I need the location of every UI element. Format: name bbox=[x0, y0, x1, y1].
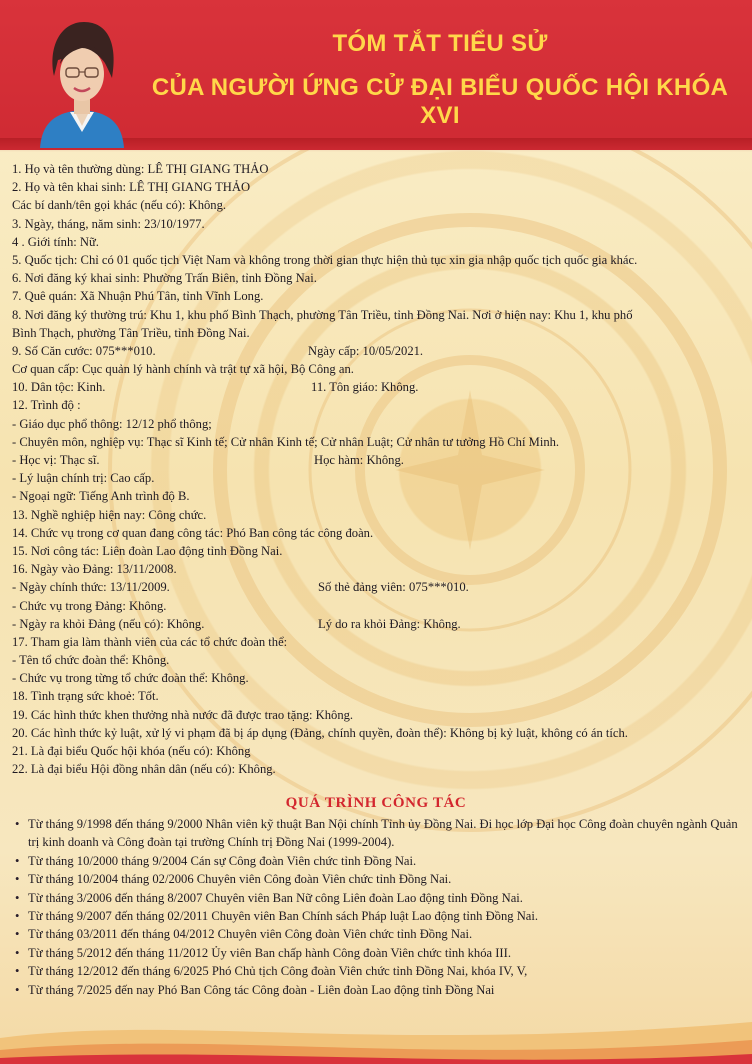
bio-line: - Chức vụ trong Đảng: Không. bbox=[12, 598, 167, 613]
bio-line: 8. Nơi đăng ký thường trú: Khu 1, khu phố Bình Thạch, phường Tân Triều, tỉnh Đồng Nai. Nơi ở hiện nay: Khu 1, khu phố bbox=[12, 307, 633, 322]
ethnicity: 10. Dân tộc: Kinh. bbox=[12, 380, 106, 395]
bio-line: 7. Quê quán: Xã Nhuận Phú Tân, tỉnh Vĩnh Long. bbox=[12, 289, 264, 304]
id-number: 9. Số Căn cước: 075***010. bbox=[12, 343, 156, 358]
candidate-portrait bbox=[34, 14, 130, 148]
degree: - Học vị: Thạc sĩ. bbox=[12, 453, 100, 467]
bio-line: 18. Tình trạng sức khoẻ: Tốt. bbox=[12, 689, 159, 704]
party-leave-date: - Ngày ra khỏi Đảng (nếu có): Không. bbox=[12, 616, 205, 631]
list-item: • Từ tháng 10/2004 tháng 02/2006 Chuyên viên Công đoàn Viên chức tỉnh Đồng Nai. bbox=[14, 870, 744, 888]
religion: 11. Tôn giáo: Không. bbox=[311, 380, 419, 395]
bio-line: - Chuyên môn, nghiệp vụ: Thạc sĩ Kinh tế; Cử nhân Kinh tế; Cử nhân Luật; Cử nhân tư tưởng Hồ Chí Minh. bbox=[12, 434, 560, 449]
bio-line: 2. Họ và tên khai sinh: LÊ THỊ GIANG THẢO bbox=[12, 180, 251, 195]
page-subtitle: CỦA NGƯỜI ỨNG CỬ ĐẠI BIỂU QUỐC HỘI KHÓA XVI bbox=[151, 74, 729, 129]
bio-line bbox=[12, 578, 744, 596]
bio-line: 13. Nghề nghiệp hiện nay: Công chức. bbox=[12, 507, 207, 522]
bio-line: 3. Ngày, tháng, năm sinh: 23/10/1977. bbox=[12, 216, 205, 231]
bio-line: 15. Nơi công tác: Liên đoàn Lao động tỉnh Đồng Nai. bbox=[12, 543, 283, 558]
bio-line: Cơ quan cấp: Cục quản lý hành chính và trật tự xã hội, Bộ Công an. bbox=[12, 362, 354, 377]
bio-line bbox=[12, 615, 744, 633]
bio-line bbox=[12, 342, 744, 360]
bio-line: Các bí danh/tên gọi khác (nếu có): Không. bbox=[12, 198, 227, 213]
list-item: • Từ tháng 7/2025 đến nay Phó Ban Công tác Công đoàn - Liên đoàn Lao động tỉnh Đồng Nai bbox=[14, 981, 744, 999]
bio-line: 19. Các hình thức khen thưởng nhà nước đã được trao tặng: Không. bbox=[12, 707, 354, 722]
bio-line: - Ngoại ngữ: Tiếng Anh trình độ B. bbox=[12, 489, 190, 504]
bio-line: 12. Trình độ : bbox=[12, 398, 81, 413]
bio-line: 4 . Giới tính: Nữ. bbox=[12, 234, 99, 249]
bio-line: 6. Nơi đăng ký khai sinh: Phường Trấn Biên, tỉnh Đồng Nai. bbox=[12, 271, 317, 286]
bio-line: - Lý luận chính trị: Cao cấp. bbox=[12, 471, 155, 486]
list-item: • Từ tháng 9/2007 đến tháng 02/2011 Chuyên viên Ban Chính sách Pháp luật Lao động tỉnh Đồng Nai. bbox=[14, 907, 744, 925]
list-item: • Từ tháng 9/1998 đến tháng 9/2000 Nhân viên kỹ thuật Ban Nội chính Tỉnh ủy Đồng Nai. Đi học lớp Đại học Công đoàn chuyên ngành Quản trị kinh doanh và Công đoàn tại trường Chính trị Đồng Nai (1999-2004). bbox=[14, 815, 744, 852]
biography-details bbox=[12, 160, 744, 778]
bio-line: 14. Chức vụ trong cơ quan đang công tác: Phó Ban công tác công đoàn. bbox=[12, 525, 374, 540]
bio-line: 17. Tham gia làm thành viên của các tổ chức đoàn thể: bbox=[12, 634, 288, 649]
list-item: • Từ tháng 3/2006 đến tháng 8/2007 Chuyên viên Ban Nữ công Liên đoàn Lao động tỉnh Đồng Nai. bbox=[14, 889, 744, 907]
list-item: • Từ tháng 12/2012 đến tháng 6/2025 Phó Chủ tịch Công đoàn Viên chức tỉnh Đồng Nai, khóa IV, V, bbox=[14, 962, 744, 980]
party-card-number: Số thẻ đảng viên: 075***010. bbox=[318, 580, 469, 595]
bio-line: 1. Họ và tên thường dùng: LÊ THỊ GIANG THẢO bbox=[12, 162, 269, 176]
list-item: • Từ tháng 10/2000 tháng 9/2004 Cán sự Công đoàn Viên chức tỉnh Đồng Nai. bbox=[14, 852, 744, 870]
bio-line: - Giáo dục phổ thông: 12/12 phổ thông; bbox=[12, 416, 212, 431]
page-title: TÓM TẮT TIỂU SỬ bbox=[332, 30, 548, 57]
academic-title: Học hàm: Không. bbox=[314, 453, 404, 467]
list-item: • Từ tháng 5/2012 đến tháng 11/2012 Ủy viên Ban chấp hành Công đoàn Viên chức tỉnh khóa III. bbox=[14, 944, 744, 962]
bio-line: - Chức vụ trong từng tổ chức đoàn thể: Không. bbox=[12, 671, 249, 686]
bio-line bbox=[12, 451, 744, 469]
bio-line: 22. Là đại biểu Hội đồng nhân dân (nếu có): Không. bbox=[12, 762, 276, 777]
party-leave-reason: Lý do ra khỏi Đảng: Không. bbox=[318, 616, 461, 631]
bio-line: 5. Quốc tịch: Chỉ có 01 quốc tịch Việt Nam và không trong thời gian thực hiện thủ tục xin gia nhập quốc tịch quốc gia khác. bbox=[12, 252, 638, 267]
official-party-date: - Ngày chính thức: 13/11/2009. bbox=[12, 580, 170, 595]
bio-line: 21. Là đại biểu Quốc hội khóa (nếu có): Không bbox=[12, 744, 251, 758]
list-item: • Từ tháng 03/2011 đến tháng 04/2012 Chuyên viên Công đoàn Viên chức tỉnh Đồng Nai. bbox=[14, 925, 744, 943]
id-issue-date: Ngày cấp: 10/05/2021. bbox=[308, 343, 424, 358]
footer-decoration bbox=[0, 1004, 752, 1064]
work-history-list bbox=[14, 815, 744, 999]
bio-line: 20. Các hình thức kỷ luật, xử lý vi phạm đã bị áp dụng (Đảng, chính quyền, đoàn thể): Không bị kỷ luật, không có án tích. bbox=[12, 725, 628, 740]
bio-line: - Tên tổ chức đoàn thể: Không. bbox=[12, 653, 170, 668]
work-history-title: QUÁ TRÌNH CÔNG TÁC bbox=[285, 795, 467, 811]
bio-line: 16. Ngày vào Đảng: 13/11/2008. bbox=[12, 562, 177, 577]
bio-line: Bình Thạch, phường Tân Triều, tỉnh Đồng Nai. bbox=[12, 325, 250, 340]
bio-line bbox=[12, 378, 744, 396]
